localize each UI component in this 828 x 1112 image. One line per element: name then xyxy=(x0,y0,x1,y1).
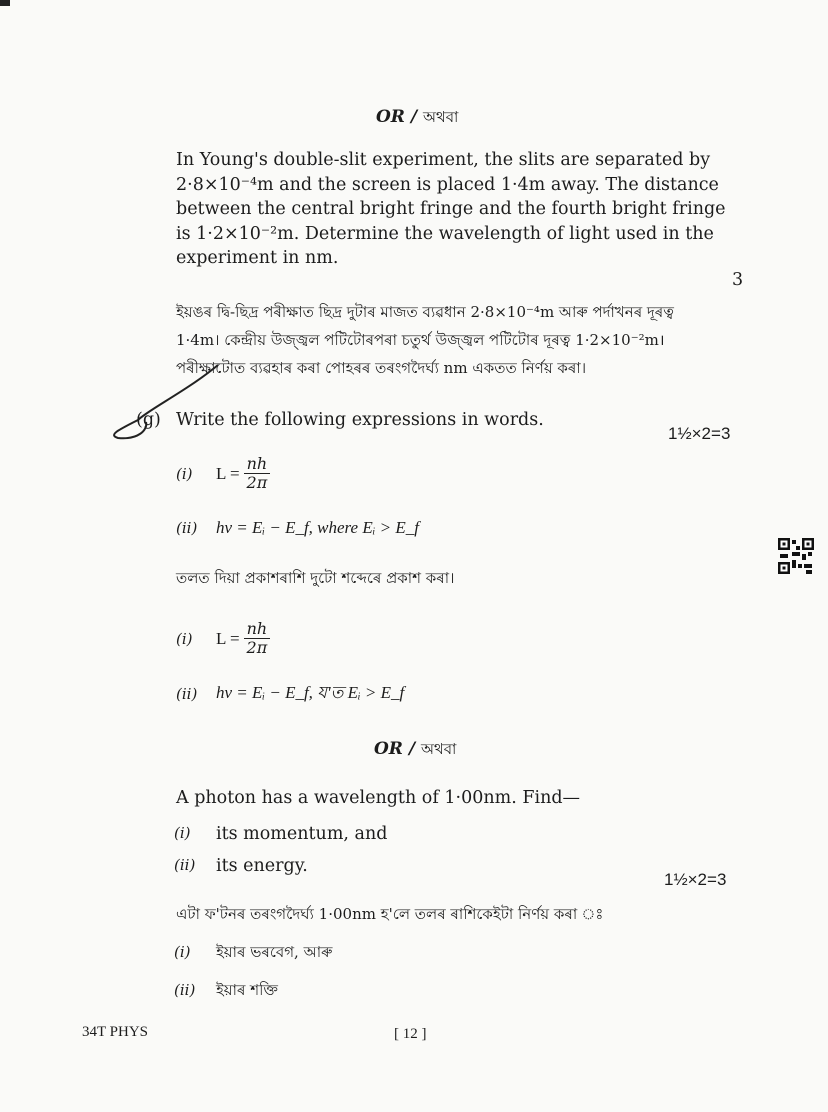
text-line: পৰীক্ষাটোত ব্যৱহাৰ কৰা পোহৰৰ তৰংগদৈৰ্ঘ্য nm একতত নিৰ্ণয় কৰা। xyxy=(176,359,587,377)
question-g-prompt: Write the following expressions in words. xyxy=(176,410,544,430)
list-item-assamese xyxy=(174,940,332,965)
question-g-label: (g) xyxy=(136,410,161,430)
question-photon-prompt-assamese: এটা ফ'টনৰ তৰংগদৈৰ্ঘ্য 1·00nm হ'লে তলৰ ৰাশিকেইটা নিৰ্ণয় কৰা ঃ xyxy=(176,905,604,923)
or-label: OR xyxy=(374,739,403,759)
page-number: [ 12 ] xyxy=(394,1026,427,1042)
marks: 3 xyxy=(732,270,744,290)
item-text: its momentum, and xyxy=(216,824,388,844)
question-young-assamese xyxy=(176,300,756,381)
or-label-assamese: অথবা xyxy=(420,740,457,758)
question-young-english xyxy=(176,148,746,271)
fraction xyxy=(244,455,271,492)
text-line: is 1·2×10⁻²m. Determine the wavelength of light used in the xyxy=(176,223,714,244)
text-line: ইয়ঙৰ দ্বি-ছিদ্র পৰীক্ষাত ছিদ্র দুটাৰ মাজত ব্যৱধান 2·8×10⁻⁴m আৰু পৰ্দাখনৰ দূৰত্ব xyxy=(176,303,674,321)
text-line: between the central bright fringe and the fourth bright fringe xyxy=(176,199,726,219)
item-text: ইয়াৰ শক্তি xyxy=(216,981,278,999)
list-item-assamese xyxy=(174,978,278,1003)
text-line: 2·8×10⁻⁴m and the screen is placed 1·4m away. The distance xyxy=(176,174,719,195)
expression-lhs: L = xyxy=(216,463,240,483)
or-label-assamese: অথবা xyxy=(422,108,459,126)
fraction xyxy=(244,620,271,657)
list-item xyxy=(174,856,308,876)
text-line: experiment in nm. xyxy=(176,248,339,268)
question-g-prompt-assamese: তলত দিয়া প্ৰকাশৰাশি দুটো শব্দেৰে প্ৰকাশ কৰা। xyxy=(176,569,455,587)
expression-item xyxy=(176,518,419,538)
expression: hν = Eᵢ − E_f, where Eᵢ > E_f xyxy=(216,518,419,537)
item-label: (i) xyxy=(176,629,193,648)
marks: 1½×2=3 xyxy=(668,424,731,443)
paper-code: 34T PHYS xyxy=(82,1024,148,1040)
text-line: In Young's double-slit experiment, the slits are separated by xyxy=(176,150,711,170)
numerator: nh xyxy=(244,455,271,474)
item-label: (ii) xyxy=(176,519,198,537)
item-label: (i) xyxy=(174,943,191,961)
text-line: 1·4m। কেন্দ্রীয় উজ্জ্বল পটিটোৰপৰা চতুৰ্থ উজ্জ্বল পটিটোৰ দূৰত্ব 1·2×10⁻²m। xyxy=(176,331,665,349)
marks: 1½×2=3 xyxy=(664,870,727,889)
or-separator: OR / অথবা xyxy=(376,107,459,127)
item-label: (i) xyxy=(176,464,193,483)
expression-item xyxy=(176,455,270,492)
pen-annotation-mark xyxy=(108,360,228,450)
expression-lhs: L = xyxy=(216,628,240,648)
expression: hν = Eᵢ − E_f, য'ত Eᵢ > E_f xyxy=(216,683,405,702)
expression-item-assamese xyxy=(176,620,270,657)
item-text: its energy. xyxy=(216,856,308,876)
item-label: (ii) xyxy=(174,981,196,999)
scan-corner-mark xyxy=(0,0,10,6)
expression-item-assamese xyxy=(176,680,404,708)
denominator: 2π xyxy=(246,638,268,657)
item-label: (i) xyxy=(174,824,191,842)
list-item xyxy=(174,824,387,844)
question-photon-prompt: A photon has a wavelength of 1·00nm. Find— xyxy=(176,788,581,808)
item-label: (ii) xyxy=(174,856,196,874)
numerator: nh xyxy=(244,620,271,639)
qr-code-icon xyxy=(778,538,814,574)
or-label: OR xyxy=(376,107,405,127)
item-label: (ii) xyxy=(176,685,198,703)
denominator: 2π xyxy=(246,473,268,492)
or-separator: OR / অথবা xyxy=(374,739,457,759)
item-text: ইয়াৰ ভৰবেগ, আৰু xyxy=(216,943,333,961)
